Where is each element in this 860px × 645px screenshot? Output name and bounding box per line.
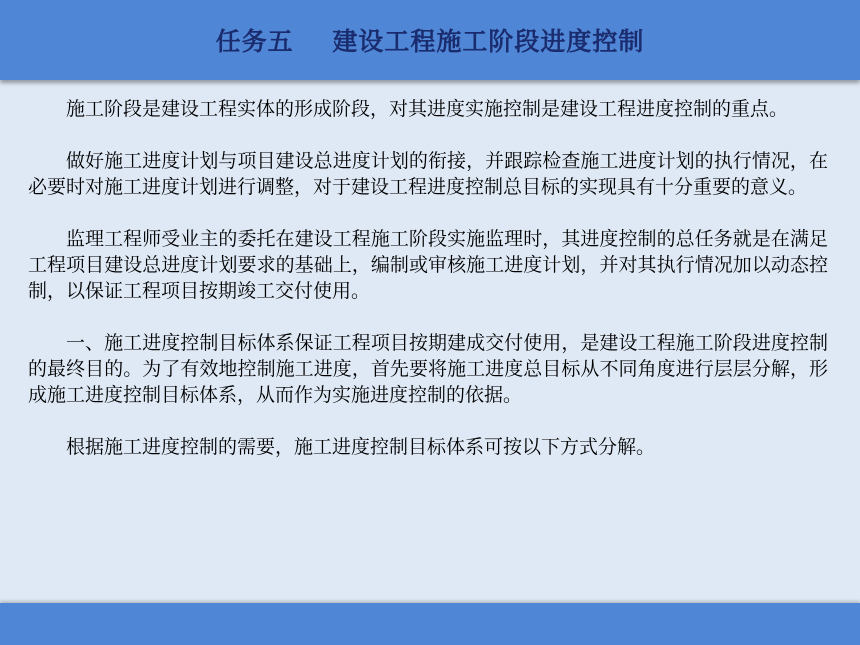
footer-bar bbox=[0, 603, 860, 645]
paragraph-4: 一、施工进度控制目标体系保证工程项目按期建成交付使用，是建设工程施工阶段进度控制的最终目的。为了有效地控制施工进度，首先要将施工进度总目标从不同角度进行层层分解，形成施工进度控制目标体系，从而作为实施进度控制的依据。 bbox=[28, 332, 828, 406]
slide-body bbox=[28, 96, 828, 460]
paragraph-2: 做好施工进度计划与项目建设总进度计划的衔接，并跟踪检查施工进度计划的执行情况，在必要时对施工进度计划进行调整，对于建设工程进度控制总目标的实现具有十分重要的意义。 bbox=[28, 150, 828, 198]
paragraph-1: 施工阶段是建设工程实体的形成阶段，对其进度实施控制是建设工程进度控制的重点。 bbox=[66, 98, 789, 120]
title-bar bbox=[0, 0, 860, 80]
slide-title: 任务五 建设工程施工阶段进度控制 bbox=[215, 27, 645, 56]
paragraph-5: 根据施工进度控制的需要，施工进度控制目标体系可按以下方式分解。 bbox=[66, 436, 656, 458]
paragraph-3: 监理工程师受业主的委托在建设工程施工阶段实施监理时，其进度控制的总任务就是在满足工程项目建设总进度计划要求的基础上，编制或审核施工进度计划，并对其执行情况加以动态控制，以保证工程项目按期竣工交付使用。 bbox=[28, 228, 828, 302]
